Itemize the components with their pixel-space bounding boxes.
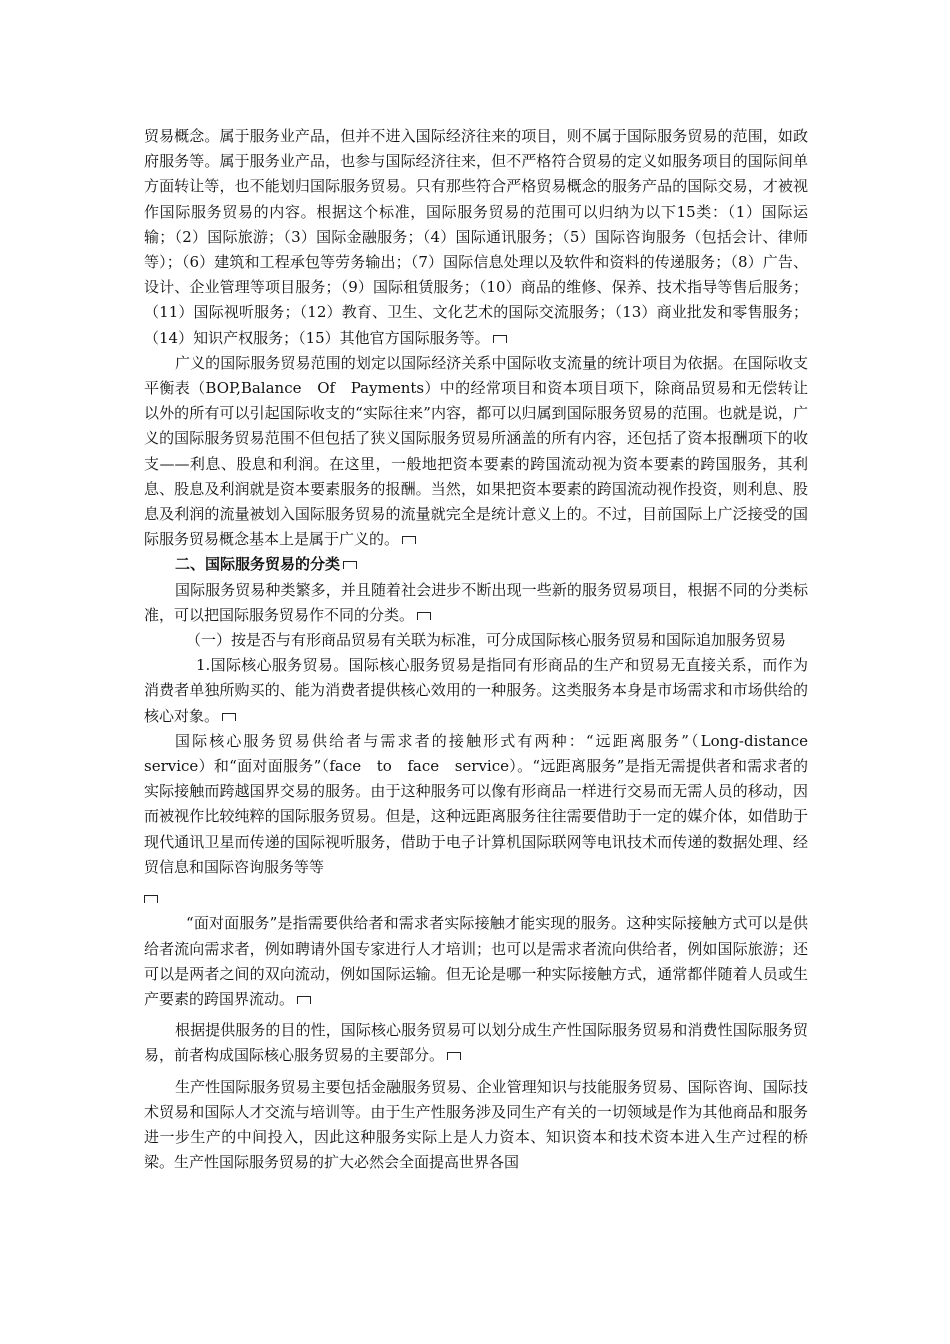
paragraph-text: 贸易概念。属于服务业产品，但并不进入国际经济往来的项目，则不属于国际服务贸易的范围，如政府服务等。属于服务业产品，也参与国际经济往来，但不严格符合贸易的定义如服务项目的国际间单方面转让等，也不能划归国际服务贸易。只有那些符合严格贸易概念的服务产品的国际交易，才被视作国际服务贸易的内容。根据这个标准，国际服务贸易的范围可以归纳为以下15类：（1）国际运输；（2）国际旅游；（3）国际金融服务；（4）国际通讯服务；（5）国际咨询服务（包括会计、律师等）；（6）建筑和工程承包等劳务输出；（7）国际信息处理以及软件和资料的传递服务；（8）广告、设计、企业管理等项目服务；（9）国际租赁服务；（10）商品的维修、保养、技术指导等售后服务；（11）国际视听服务；（12）教育、卫生、文化艺术的国际交流服务；（13）商业批发和零售服务；（14）知识产权服务；（15）其他官方国际服务等。 xyxy=(144,127,808,347)
paragraph-service-scope xyxy=(144,124,808,351)
paragraph-mark-icon xyxy=(493,335,507,343)
paragraph-mark-icon xyxy=(297,996,311,1004)
paragraph-mark-icon xyxy=(417,612,431,620)
document-body xyxy=(144,124,824,1175)
paragraph-text: 国际服务贸易种类繁多，并且随着社会进步不断出现一些新的服务贸易项目，根据不同的分类标准，可以把国际服务贸易作不同的分类。 xyxy=(144,580,808,624)
paragraph-mark-icon xyxy=(343,561,357,569)
paragraph-core-service-trade xyxy=(144,653,808,729)
paragraph-mark-icon xyxy=(402,536,416,544)
section-heading xyxy=(144,552,808,577)
paragraph-mark-icon xyxy=(222,713,236,721)
paragraph-contact-forms xyxy=(144,729,824,880)
paragraph-text: 1.国际核心服务贸易。国际核心服务贸易是指同有形商品的生产和贸易无直接关系，而作为消费者单独所购买的、能为消费者提供核心效用的一种服务。这类服务本身是市场需求和市场供给的核心对象。 xyxy=(144,656,808,725)
paragraph-text: 国际核心服务贸易供给者与需求者的接触形式有两种：“远距离服务”（Long-distance service）和“面对面服务”（face to face service）。“远距离服务”是指无需提供者和需求者的实际接触而跨越国界交易的服务。由于这种服务可以像有形商品一样进行交易而无需人员的移动，因而被视作比较纯粹的国际服务贸易。但是，这种远距离服务往往需要借助于一定的媒介体，如借助于现代通讯卫星而传递的国际视听服务，借助于电子计算机国际联网等电讯技术而传递的数据处理、经贸信息和国际咨询服务等等 xyxy=(144,731,824,876)
paragraph-face-to-face xyxy=(144,911,808,1012)
paragraph-mark-icon xyxy=(144,895,158,903)
paragraph-mark-icon xyxy=(447,1052,461,1060)
heading-text: 二、国际服务贸易的分类 xyxy=(175,555,341,574)
paragraph-broad-definition xyxy=(144,351,808,553)
paragraph-productive-services xyxy=(144,1075,808,1176)
paragraph-classification-intro xyxy=(144,578,808,628)
paragraph-text: “面对面服务”是指需要供给者和需求者实际接触才能实现的服务。这种实际接触方式可以是供给者流向需求者，例如聘请外国专家进行人才培训；也可以是需求者流向供给者，例如国际旅游；还可以是两者之间的双向流动，例如国际运输。但无论是哪一种实际接触方式，通常都伴随着人员或生产要素的跨国界流动。 xyxy=(144,914,808,1008)
paragraph-purpose-classification xyxy=(144,1018,808,1068)
paragraph-text: 根据提供服务的目的性，国际核心服务贸易可以划分成生产性国际服务贸易和消费性国际服务贸易，前者构成国际核心服务贸易的主要部分。 xyxy=(144,1021,808,1065)
paragraph-text: 广义的国际服务贸易范围的划定以国际经济关系中国际收支流量的统计项目为依据。在国际收支平衡表（BOP,Balance Of Payments）中的经常项目和资本项目项下，除商品贸易和无偿转让以外的所有可以引起国际收支的“实际往来”内容，都可以归属到国际服务贸易的范围。也就是说，广义的国际服务贸易范围不但包括了狭义国际服务贸易所涵盖的所有内容，还包括了资本报酬项下的收支——利息、股息和利润。在这里，一般地把资本要素的跨国流动视为资本要素的跨国服务，其利息、股息及利润就是资本要素服务的报酬。当然，如果把资本要素的跨国流动视作投资，则利息、股息及利润的流量被划入国际服务贸易的流量就完全是统计意义上的。不过，目前国际上广泛接受的国际服务贸易概念基本上是属于广义的。 xyxy=(144,353,808,549)
subheading-core-vs-additional xyxy=(144,628,808,653)
paragraph-mark-line xyxy=(144,886,808,911)
subheading-text: （一）按是否与有形商品贸易有关联为标准，可分成国际核心服务贸易和国际追加服务贸易 xyxy=(186,631,787,650)
paragraph-text: 生产性国际服务贸易主要包括金融服务贸易、企业管理知识与技能服务贸易、国际咨询、国际技术贸易和国际人才交流与培训等。由于生产性服务涉及同生产有关的一切领域是作为其他商品和服务进一步生产的中间投入，因此这种服务实际上是人力资本、知识资本和技术资本进入生产过程的桥梁。生产性国际服务贸易的扩大必然会全面提高世界各国 xyxy=(144,1077,808,1172)
